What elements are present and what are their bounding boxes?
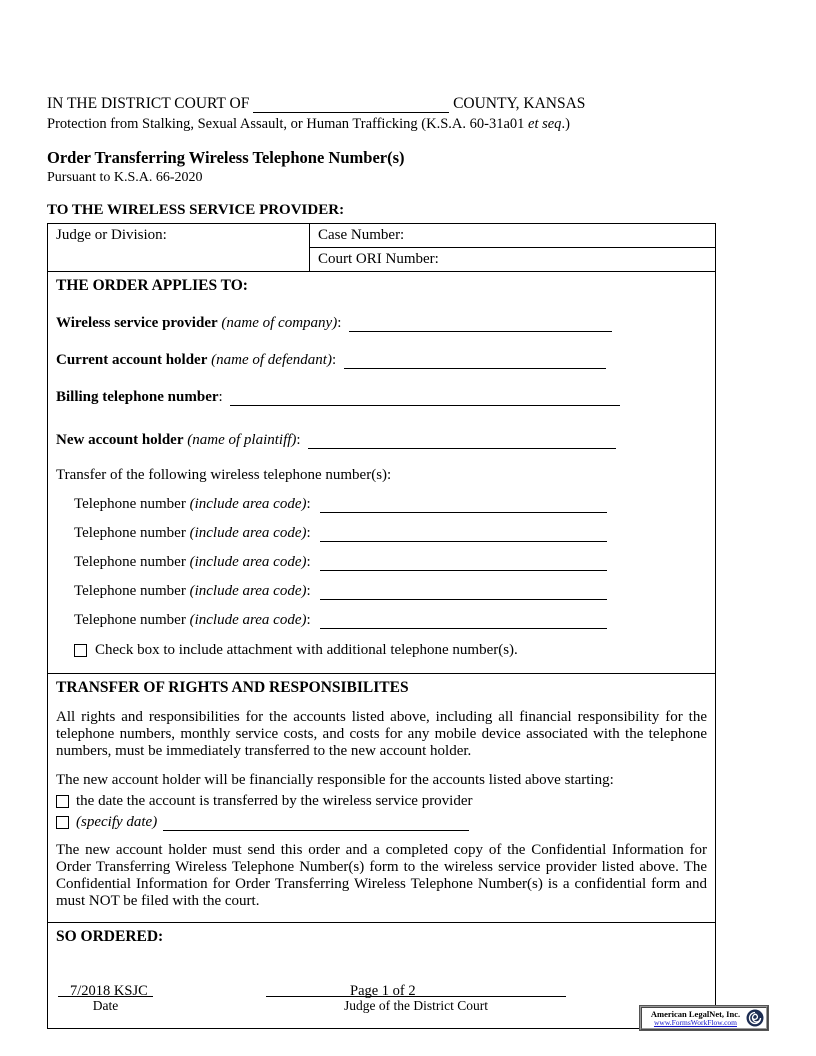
specify-date-blank — [163, 815, 469, 831]
billing-label: Billing telephone number — [56, 389, 219, 405]
current-holder-label: Current account holder — [56, 352, 208, 368]
telephone-label: Telephone number — [74, 496, 186, 512]
current-holder-blank — [344, 353, 606, 369]
colon: : — [218, 389, 223, 405]
statute-subtitle — [47, 116, 716, 133]
current-holder-field-row — [56, 352, 707, 369]
telephone-number-row — [74, 496, 707, 513]
legalnet-logo-box — [640, 1006, 768, 1030]
telephone-label: Telephone number — [74, 554, 186, 570]
telephone-label: Telephone number — [74, 612, 186, 628]
new-holder-blank — [308, 433, 616, 449]
provider-blank — [349, 316, 612, 332]
case-info-column — [310, 224, 715, 271]
telephone-parenthetical: (include area code) — [189, 612, 307, 628]
provider-label: Wireless service provider — [56, 315, 218, 331]
page-number: Page 1 of 2 — [350, 983, 416, 999]
telephone-label: Telephone number — [74, 583, 186, 599]
case-number-label: Case Number: — [318, 227, 405, 243]
colon: : — [306, 496, 311, 512]
attachment-checkbox-row — [74, 642, 707, 659]
rights-section — [48, 673, 715, 922]
telephone-parenthetical: (include area code) — [189, 554, 307, 570]
attachment-checkbox[interactable] — [74, 644, 87, 657]
telephone-blank — [320, 584, 607, 600]
rights-paragraph-2: The new account holder must send this order and a completed copy of the Confidential Information for Order Transferring Wireless Telephone Number(s) form to the wireless service provider listed above. The Confidential Information for Order Transferring Wireless Telephone Number(s) is a confidential form and must NOT be filed with the court. — [56, 842, 707, 909]
judge-label: Judge of the District Court — [344, 998, 488, 1013]
order-applies-section — [48, 271, 715, 673]
so-ordered-heading: SO ORDERED: — [56, 928, 164, 945]
start-option-transfer-date-checkbox[interactable] — [56, 795, 69, 808]
colon: : — [306, 612, 311, 628]
colon: : — [331, 352, 337, 368]
new-holder-parenthetical: (name of plaintiff) — [187, 432, 297, 448]
court-ori-cell — [310, 248, 715, 271]
telephone-blank — [320, 613, 607, 629]
legalnet-text-block — [647, 1010, 744, 1027]
form-revision-code: 7/2018 KSJC — [70, 983, 148, 999]
telephone-parenthetical: (include area code) — [189, 583, 307, 599]
start-option-specify-date-checkbox[interactable] — [56, 816, 69, 829]
billing-blank — [230, 390, 620, 406]
billing-field-row — [56, 389, 707, 406]
caption-info-table — [48, 224, 715, 271]
date-label: Date — [92, 998, 119, 1013]
new-holder-field-row — [56, 432, 707, 449]
current-holder-parenthetical: (name of defendant) — [211, 352, 332, 368]
telephone-label: Telephone number — [74, 525, 186, 541]
court-caption-suffix: COUNTY, KANSAS — [453, 95, 586, 112]
telephone-blank — [320, 497, 607, 513]
rights-heading: TRANSFER OF RIGHTS AND RESPONSIBILITES — [56, 679, 409, 696]
legalnet-swirl-icon — [746, 1009, 764, 1027]
judge-signature-line — [266, 980, 566, 997]
telephone-number-row — [74, 583, 707, 600]
telephone-parenthetical: (include area code) — [189, 496, 307, 512]
telephone-blank — [320, 526, 607, 542]
specify-date-label: (specify date) — [76, 814, 158, 830]
legalnet-company-name: American LegalNet, Inc. — [650, 1008, 741, 1019]
colon: : — [296, 432, 301, 448]
colon: : — [306, 583, 311, 599]
county-name-blank — [253, 97, 449, 113]
case-number-cell — [310, 224, 715, 248]
judge-division-label: Judge or Division: — [56, 227, 167, 243]
telephone-number-row — [74, 612, 707, 629]
new-holder-label: New account holder — [56, 432, 184, 448]
to-provider-line: TO THE WIRELESS SERVICE PROVIDER: — [47, 202, 345, 218]
form-body — [47, 223, 716, 1029]
attachment-checkbox-label: Check box to include attachment with additional telephone number(s). — [95, 642, 518, 658]
judge-division-cell — [48, 224, 310, 271]
page-title: Order Transferring Wireless Telephone Number(s) — [47, 148, 405, 167]
statute-subtitle-main: Protection from Stalking, Sexual Assault, or Human Trafficking (K.S.A. 60-31a01 — [47, 116, 529, 132]
rights-paragraph-1: All rights and responsibilities for the accounts listed above, including all financial responsibility for the telephone numbers, monthly service costs, and costs for any mobile device associated with the telephone numbers, must be immediately transferred to the new account holder. — [56, 709, 707, 759]
telephone-number-row — [74, 554, 707, 571]
statute-subtitle-etseq: et seq — [528, 116, 562, 132]
judge-signature-block — [266, 980, 566, 1014]
document-content — [47, 95, 716, 1029]
telephone-parenthetical: (include area code) — [189, 525, 307, 541]
financial-start-line: The new account holder will be financially responsible for the accounts listed above starting: — [56, 772, 614, 788]
court-ori-label: Court ORI Number: — [318, 251, 439, 267]
formsworkflow-link[interactable]: www.FormsWorkFlow.com — [653, 1017, 737, 1027]
so-ordered-section — [48, 922, 715, 1028]
colon: : — [306, 554, 311, 570]
colon: : — [306, 525, 311, 541]
colon: : — [337, 315, 342, 331]
statute-subtitle-end: .) — [561, 116, 570, 132]
provider-label-parenthetical: (name of company) — [221, 315, 338, 331]
court-caption-line — [47, 95, 716, 113]
pursuant-line: Pursuant to K.S.A. 66-2020 — [47, 170, 203, 185]
start-option-transfer-date-label: the date the account is transferred by the wireless service provider — [76, 793, 473, 809]
telephone-number-row — [74, 525, 707, 542]
transfer-intro-line: Transfer of the following wireless telephone number(s): — [56, 467, 392, 483]
start-option-transfer-date-row — [56, 793, 707, 810]
provider-field-row — [56, 315, 707, 332]
telephone-blank — [320, 555, 607, 571]
court-caption-prefix: IN THE DISTRICT COURT OF — [47, 95, 250, 112]
order-applies-heading: THE ORDER APPLIES TO: — [56, 277, 248, 294]
start-option-specify-date-row — [56, 814, 707, 831]
